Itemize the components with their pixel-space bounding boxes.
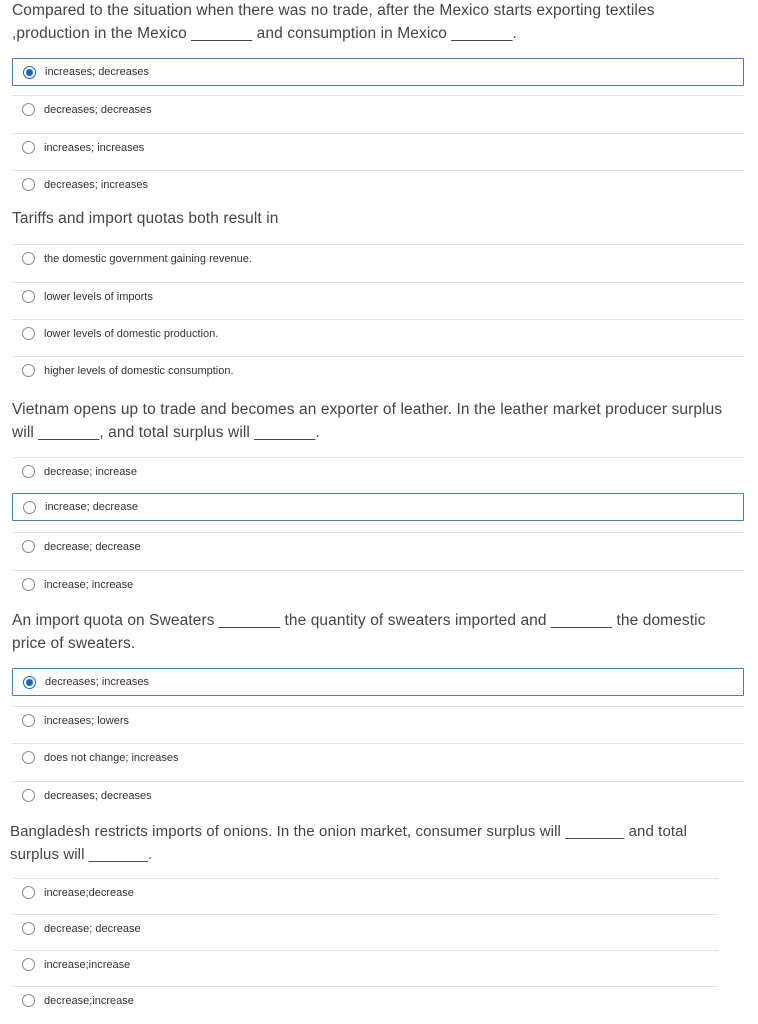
radio-icon[interactable]: [22, 886, 35, 899]
question-3-text: Vietnam opens up to trade and becomes an exporter of leather. In the leather market producer surplus will _______, and total surplus will _______.: [12, 401, 723, 441]
option-label: decreases; decreases: [44, 789, 152, 802]
option-label: increase;decrease: [44, 886, 134, 899]
option-label: increase; decrease: [45, 501, 138, 513]
option-label: increase; increase: [44, 578, 134, 591]
question-5-option-3[interactable]: [12, 950, 718, 978]
radio-icon[interactable]: [22, 714, 35, 727]
question-3-option-2[interactable]: [12, 493, 744, 521]
radio-icon[interactable]: [22, 465, 35, 478]
radio-selected-icon[interactable]: [23, 676, 36, 689]
question-1-option-1[interactable]: [12, 58, 744, 86]
question-1-option-4[interactable]: [12, 170, 744, 198]
question-5-text: Bangladesh restricts imports of onions. In the onion market, consumer surplus will _______ and total surplus will _______.: [10, 823, 688, 863]
radio-icon[interactable]: [22, 751, 35, 764]
question-4-option-4[interactable]: [12, 781, 744, 809]
radio-icon[interactable]: [22, 958, 35, 971]
question-2-text: Tariffs and import quotas both result in: [12, 210, 279, 227]
radio-icon[interactable]: [22, 327, 35, 340]
radio-icon[interactable]: [22, 578, 35, 591]
option-label: decrease; decrease: [44, 922, 141, 935]
option-label: does not change; increases: [44, 751, 179, 764]
question-1-option-2[interactable]: [12, 95, 744, 123]
option-label: the domestic government gaining revenue.: [44, 252, 252, 265]
question-5-option-2[interactable]: [12, 914, 718, 942]
question-4-text: An import quota on Sweaters _______ the quantity of sweaters imported and _______ the domestic price of sweaters.: [12, 612, 706, 652]
option-label: lower levels of imports: [44, 290, 153, 303]
question-4-option-3[interactable]: [12, 743, 744, 771]
option-label: increases; increases: [44, 141, 145, 154]
radio-icon[interactable]: [22, 922, 35, 935]
question-4-option-1[interactable]: [12, 668, 744, 696]
option-label: decrease;increase: [44, 994, 134, 1007]
radio-icon[interactable]: [22, 789, 35, 802]
radio-icon[interactable]: [22, 252, 35, 265]
question-2-option-4[interactable]: [12, 356, 744, 384]
option-label: decreases; decreases: [44, 103, 152, 116]
option-label: higher levels of domestic consumption.: [44, 364, 234, 377]
radio-icon[interactable]: [23, 501, 36, 514]
option-label: decreases; increases: [44, 178, 148, 191]
option-label: increases; decreases: [45, 66, 149, 78]
question-1-text: Compared to the situation when there was no trade, after the Mexico starts exporting textiles ,production in the Mexico _______ and consumption in Mexico _______.: [12, 2, 655, 42]
question-2-option-1[interactable]: [12, 244, 744, 272]
question-3-option-4[interactable]: [12, 570, 744, 598]
option-label: increases; lowers: [44, 714, 129, 727]
radio-icon[interactable]: [22, 178, 35, 191]
radio-icon[interactable]: [22, 141, 35, 154]
question-2-option-3[interactable]: [12, 319, 744, 347]
option-label: lower levels of domestic production.: [44, 327, 219, 340]
option-label: decrease; increase: [44, 465, 137, 478]
question-5-option-1[interactable]: [12, 878, 718, 906]
option-label: decrease; decrease: [44, 540, 141, 553]
radio-icon[interactable]: [22, 540, 35, 553]
radio-selected-icon[interactable]: [23, 66, 36, 79]
radio-icon[interactable]: [22, 994, 35, 1007]
question-3-option-1[interactable]: [12, 457, 744, 485]
radio-icon[interactable]: [22, 364, 35, 377]
question-3-option-3[interactable]: [12, 532, 744, 560]
question-1-option-3[interactable]: [12, 133, 744, 161]
question-4-option-2[interactable]: [12, 706, 744, 734]
option-label: increase;increase: [44, 958, 131, 971]
question-2-option-2[interactable]: [12, 282, 744, 310]
radio-icon[interactable]: [22, 290, 35, 303]
option-label: decreases; increases: [45, 676, 149, 688]
radio-icon[interactable]: [22, 103, 35, 116]
question-5-option-4[interactable]: [12, 986, 718, 1014]
